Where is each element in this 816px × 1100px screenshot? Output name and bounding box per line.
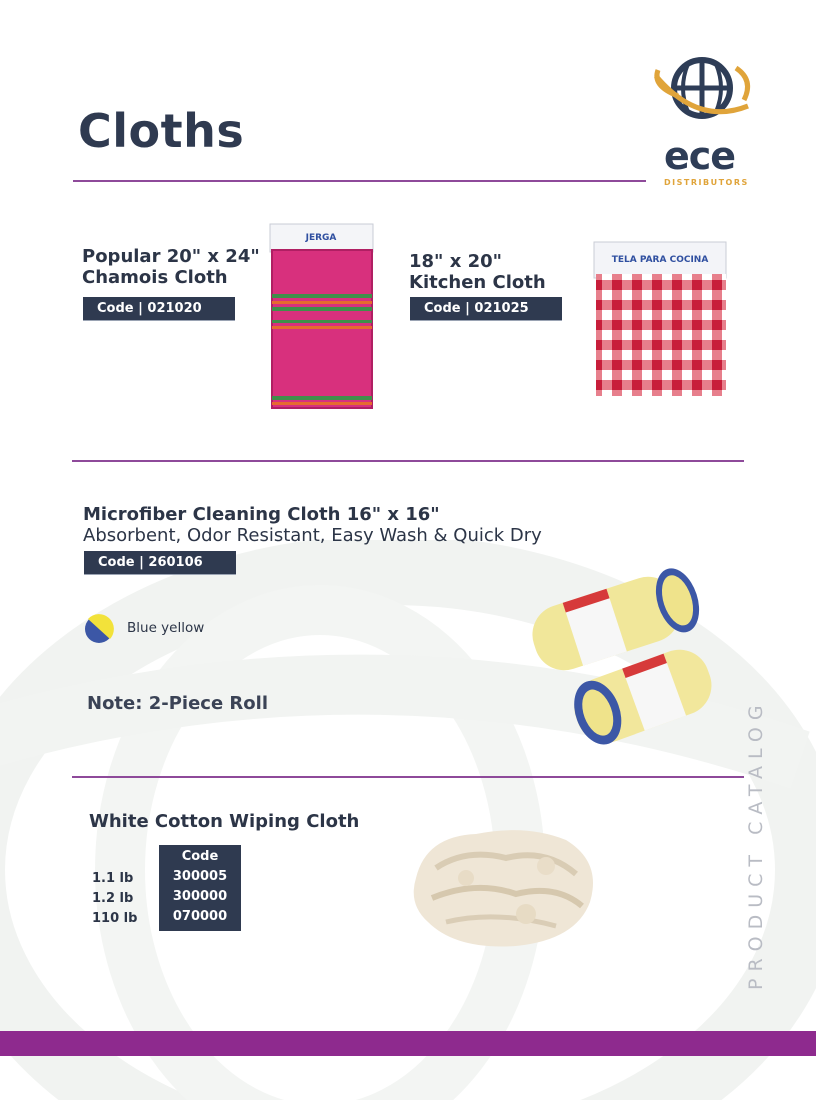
cotton-code-3: 070000	[172, 909, 228, 924]
ece-logo	[648, 56, 758, 196]
cotton-weight-3: 110 lb	[92, 911, 138, 926]
microfiber-title: Microfiber Cleaning Cloth 16" x 16"	[83, 504, 440, 525]
cotton-weight-2: 1.2 lb	[92, 891, 134, 906]
cotton-rag-image	[406, 818, 602, 950]
footer-bar	[0, 1031, 816, 1056]
color-swatch-icon	[84, 614, 114, 644]
product-catalog-vertical-label: PRODUCT CATALOG	[745, 698, 767, 990]
logo-wordmark: ece	[664, 134, 736, 178]
kitchen-code-bar: Code | 021025	[410, 297, 562, 321]
kitchen-package-label: TELA PARA COCINA	[611, 255, 709, 265]
kitchen-title-line1: 18" x 20"	[409, 251, 502, 272]
logo-subtitle: DISTRIBUTORS	[664, 178, 749, 187]
divider-top	[73, 180, 646, 182]
cotton-weight-1: 1.1 lb	[92, 871, 134, 886]
kitchen-title-line2: Kitchen Cloth	[409, 272, 546, 293]
chamois-package-label: JERGA	[305, 233, 337, 243]
cotton-title: White Cotton Wiping Cloth	[89, 811, 360, 832]
chamois-code-bar: Code | 021020	[83, 297, 235, 321]
microfiber-subtitle: Absorbent, Odor Resistant, Easy Wash & Quick Dry	[83, 525, 542, 546]
chamois-cloth-image	[264, 220, 379, 412]
page-title: Cloths	[78, 104, 245, 158]
cotton-code-table	[159, 845, 241, 931]
microfiber-code-bar: Code | 260106	[84, 551, 236, 575]
chamois-title-line2: Chamois Cloth	[82, 267, 228, 288]
kitchen-title	[409, 251, 546, 293]
cotton-code-header: Code	[181, 849, 219, 864]
microfiber-rolls-image	[515, 548, 720, 760]
kitchen-cloth-image	[592, 240, 728, 400]
chamois-title	[82, 246, 260, 288]
microfiber-note: Note: 2-Piece Roll	[87, 693, 268, 714]
color-swatch-label: Blue yellow	[127, 620, 205, 636]
divider-middle	[72, 460, 744, 462]
divider-lower	[72, 776, 744, 778]
cotton-code-1: 300005	[172, 869, 228, 884]
cotton-code-2: 300000	[172, 889, 228, 904]
globe-icon	[648, 56, 758, 136]
chamois-title-line1: Popular 20" x 24"	[82, 246, 260, 267]
